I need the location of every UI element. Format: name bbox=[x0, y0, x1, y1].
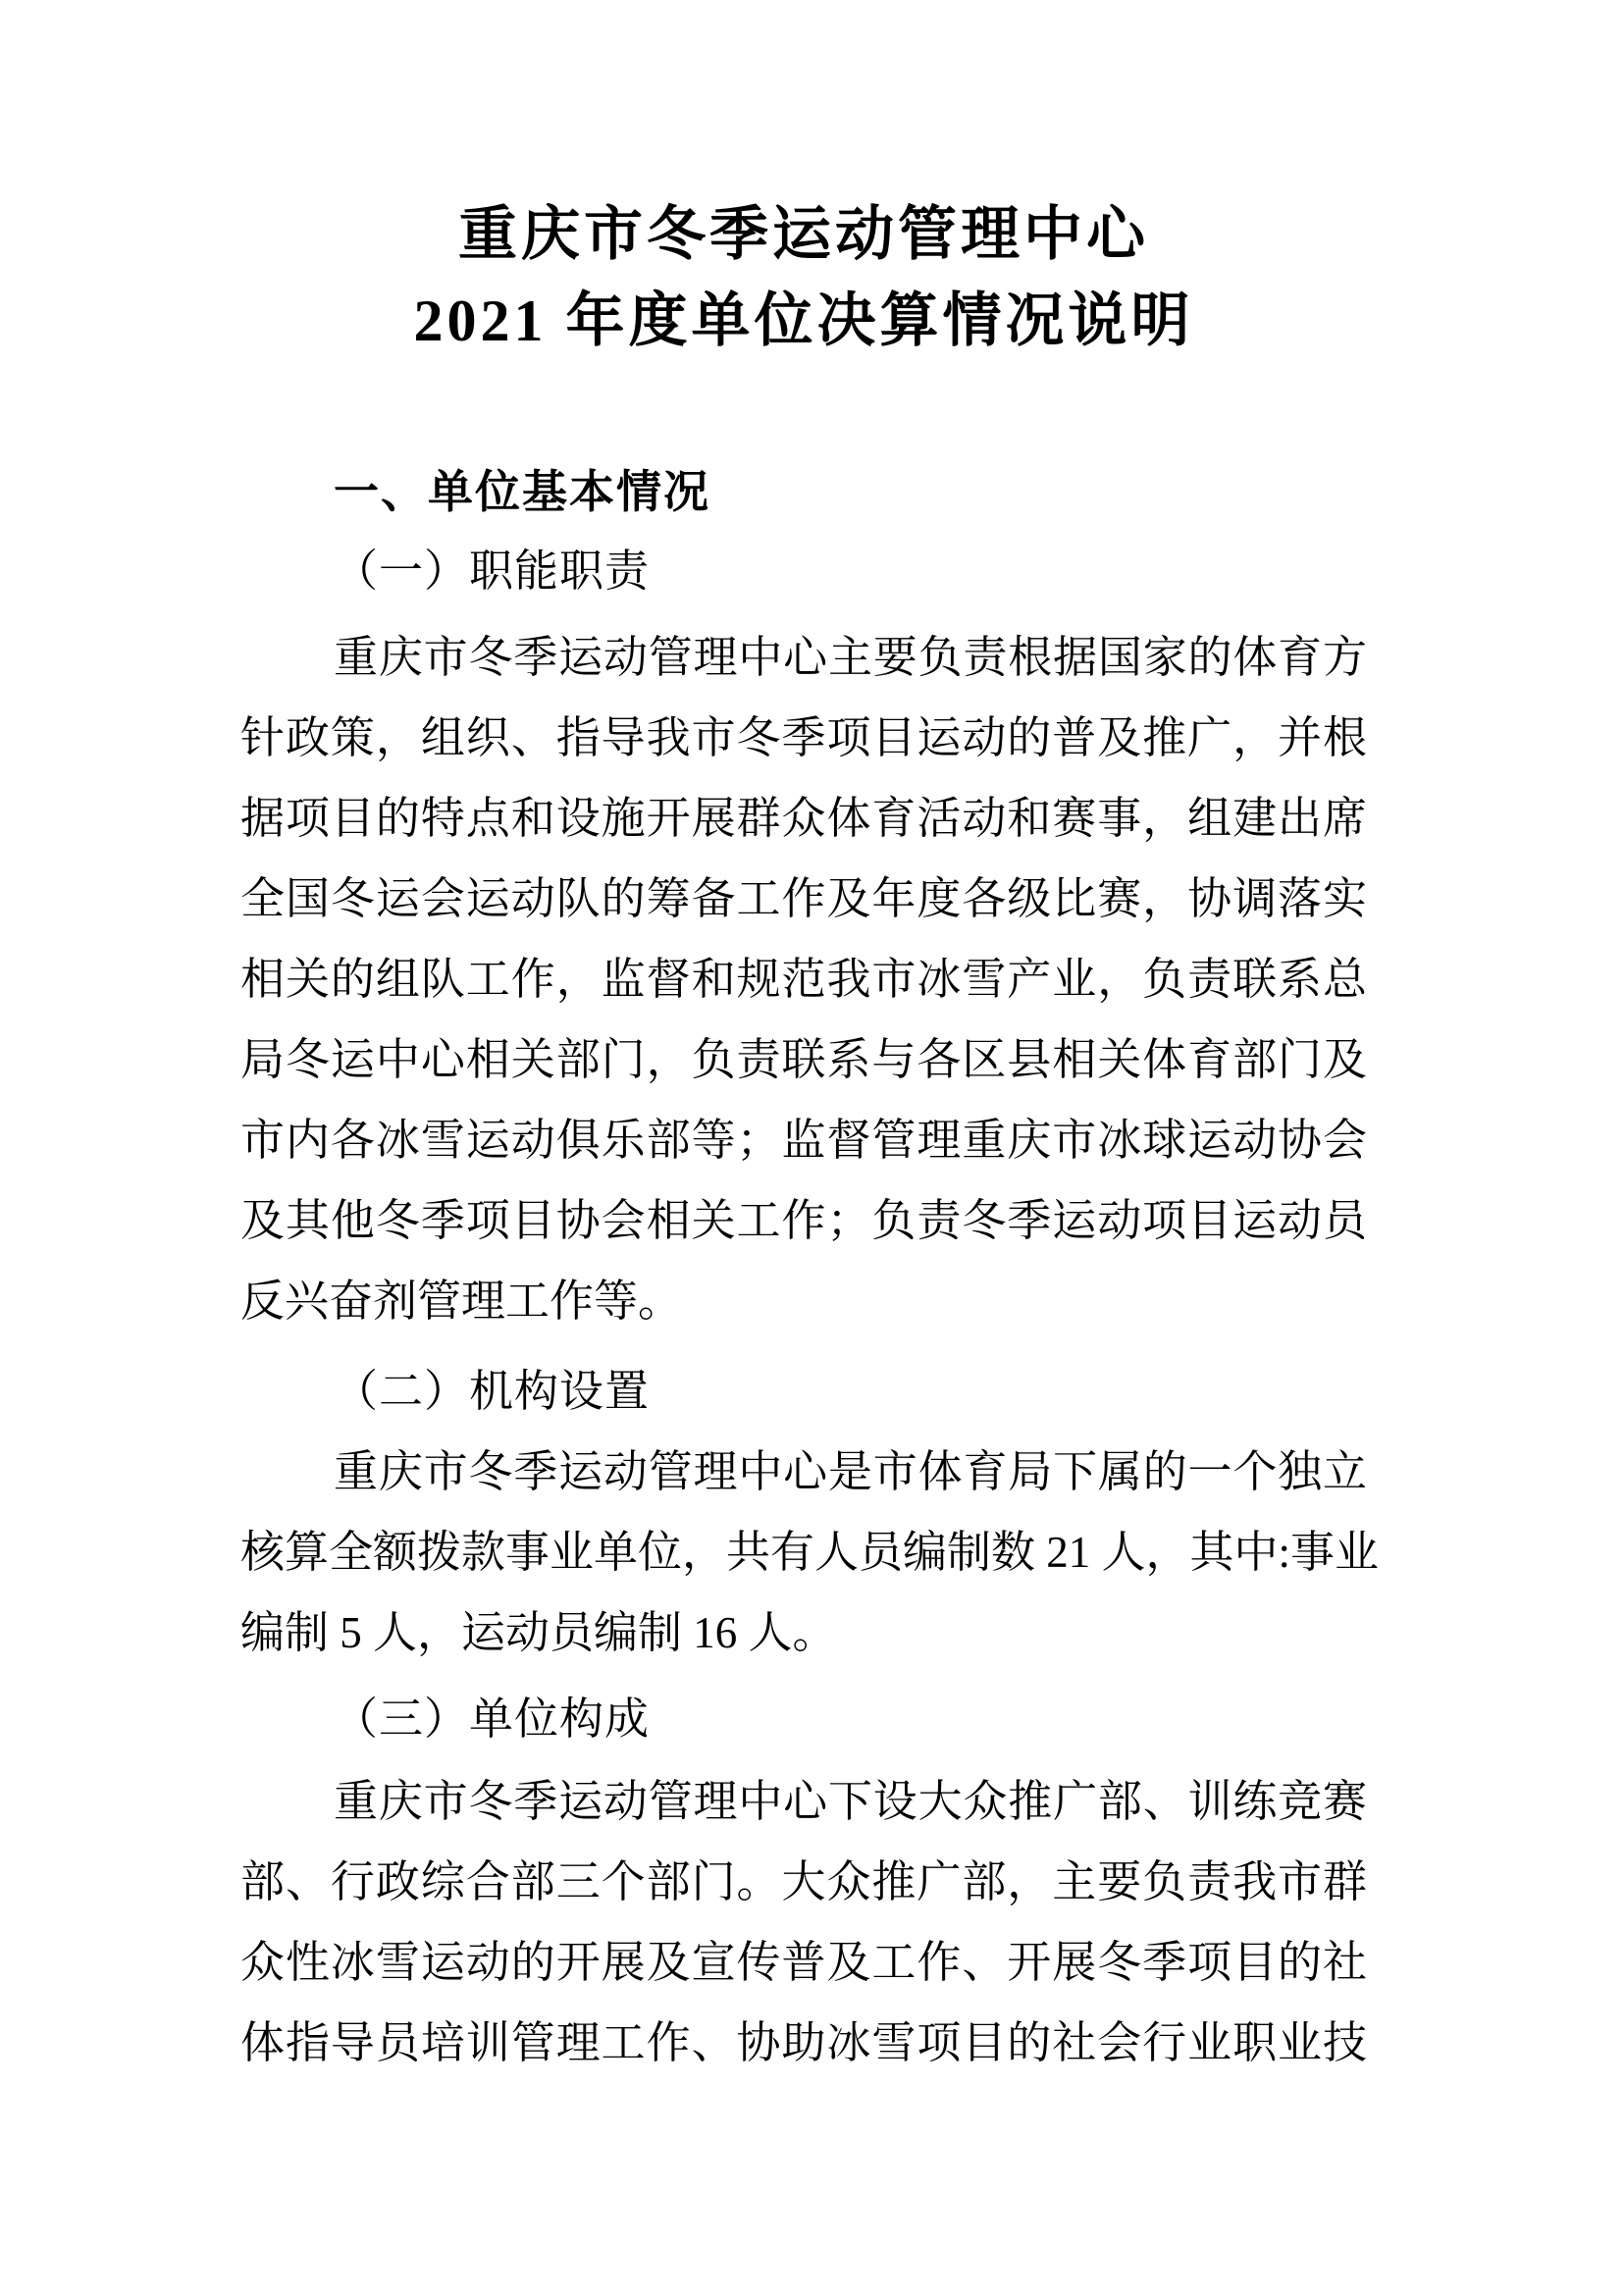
subsection-heading-org-setup: （二）机构设置 bbox=[334, 1367, 651, 1416]
paragraph-line: 相关的组队工作，监督和规范我市冰雪产业，负责联系总 bbox=[240, 955, 1367, 1004]
paragraph-unit-composition bbox=[240, 1761, 1367, 2083]
paragraph-line: 重庆市冬季运动管理中心下设大众推广部、训练竞赛 bbox=[334, 1777, 1367, 1826]
doc-title-line-2: 2021 年度单位决算情况说明 bbox=[413, 288, 1194, 353]
paragraph-org-setup bbox=[240, 1432, 1380, 1673]
paragraph-line: 市内各冰雪运动俱乐部等；监督管理重庆市冰球运动协会 bbox=[240, 1116, 1367, 1165]
paragraph-line: 部、行政综合部三个部门。大众推广部，主要负责我市群 bbox=[240, 1857, 1367, 1906]
paragraph-line: 及其他冬季项目协会相关工作；负责冬季运动项目运动员 bbox=[240, 1196, 1367, 1245]
paragraph-line: 针政策，组织、指导我市冬季项目运动的普及推广，并根 bbox=[240, 713, 1367, 762]
paragraph-line: 局冬运中心相关部门，负责联系与各区县相关体育部门及 bbox=[240, 1035, 1367, 1084]
paragraph-line: 全国冬运会运动队的筹备工作及年度各级比赛，协调落实 bbox=[240, 874, 1367, 923]
paragraph-line: 众性冰雪运动的开展及宣传普及工作、开展冬季项目的社 bbox=[240, 1938, 1367, 1987]
doc-title-line-1: 重庆市冬季运动管理中心 bbox=[458, 202, 1149, 267]
paragraph-line: 据项目的特点和设施开展群众体育活动和赛事，组建出席 bbox=[240, 794, 1367, 843]
paragraph-line: 核算全额拨款事业单位，共有人员编制数 21 人，其中:事业 bbox=[240, 1528, 1380, 1577]
paragraph-line: 体指导员培训管理工作、协助冰雪项目的社会行业职业技 bbox=[240, 2018, 1367, 2067]
subsection-heading-unit-composition: （三）单位构成 bbox=[334, 1695, 651, 1744]
paragraph-line: 重庆市冬季运动管理中心主要负责根据国家的体育方 bbox=[334, 633, 1367, 682]
paragraph-line: 反兴奋剂管理工作等。 bbox=[240, 1277, 683, 1326]
section-heading-basic-info: 一、单位基本情况 bbox=[334, 466, 710, 517]
paragraph-duties bbox=[240, 617, 1367, 1341]
subsection-heading-duties: （一）职能职责 bbox=[334, 547, 651, 596]
paragraph-line: 编制 5 人，运动员编制 16 人。 bbox=[240, 1608, 837, 1657]
paragraph-line: 重庆市冬季运动管理中心是市体育局下属的一个独立 bbox=[334, 1447, 1367, 1496]
doc-title bbox=[240, 191, 1367, 364]
